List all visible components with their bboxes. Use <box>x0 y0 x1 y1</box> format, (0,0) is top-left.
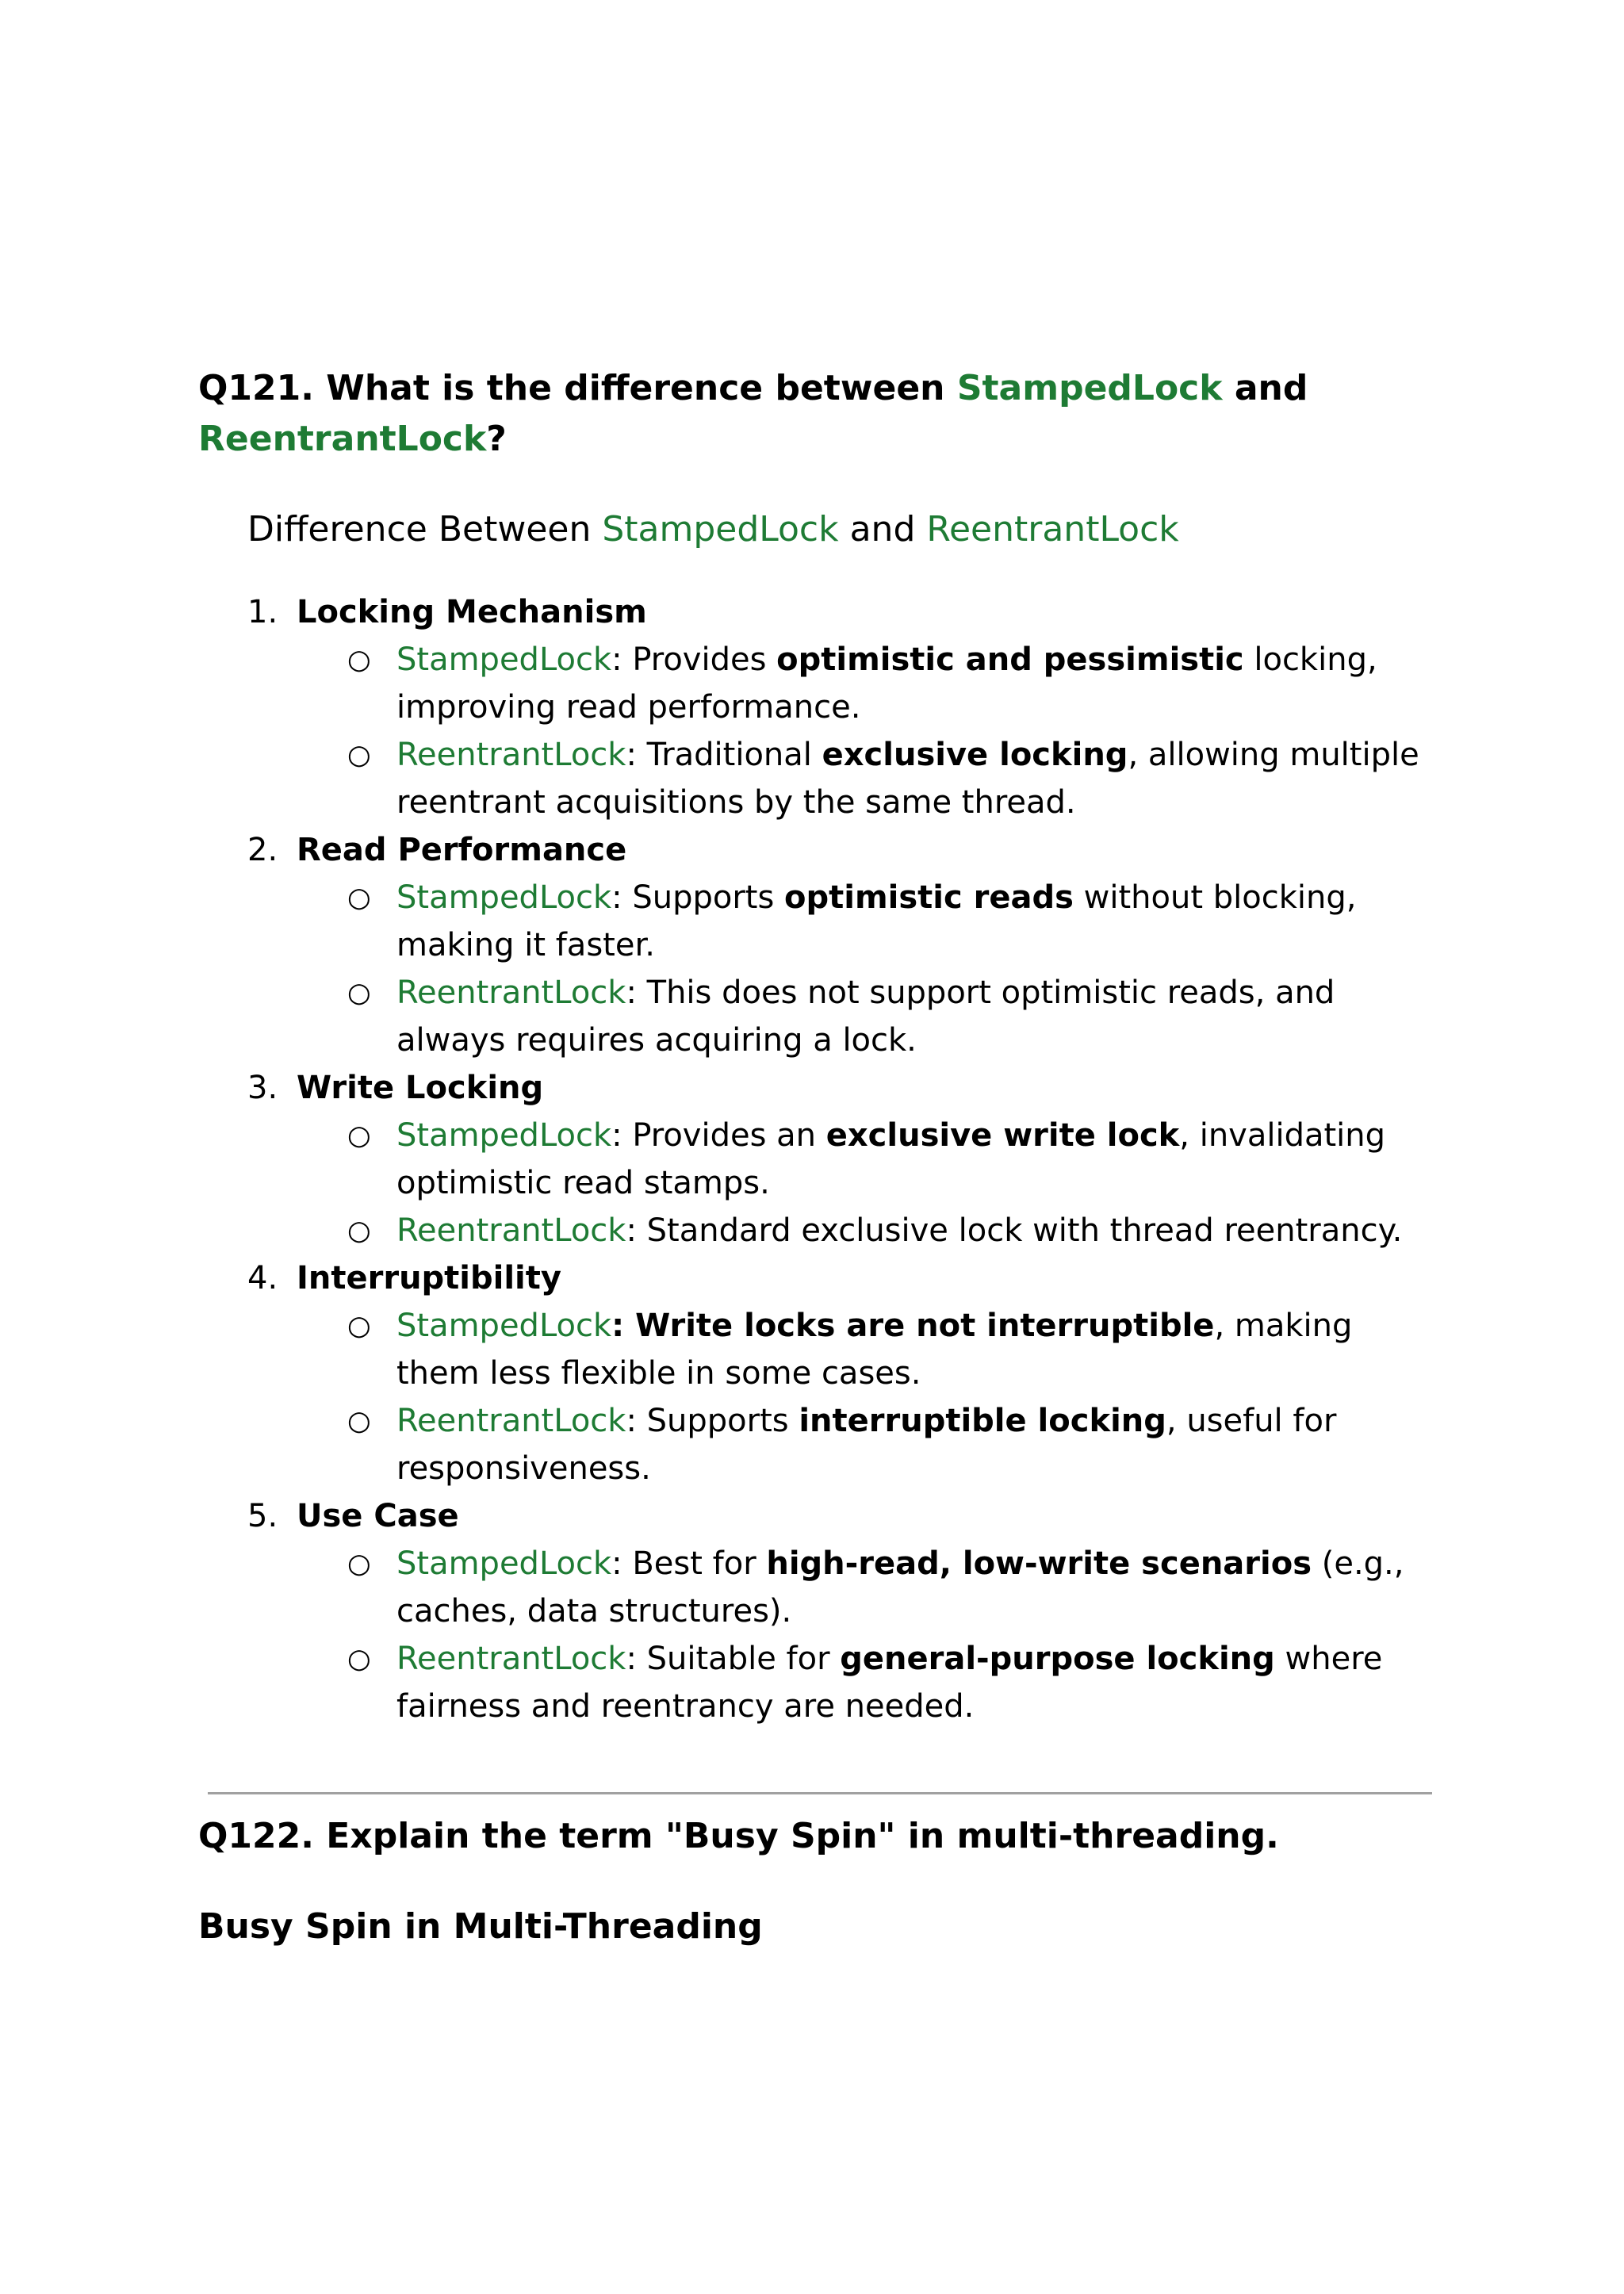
q121-term-stampedlock: StampedLock <box>956 368 1223 408</box>
list-item <box>297 1397 1437 1492</box>
point-title: Locking Mechanism <box>297 594 647 630</box>
list-item <box>297 1207 1437 1254</box>
term-stampedlock: StampedLock <box>396 879 612 916</box>
busy-spin-heading: Busy Spin in Multi-Threading <box>198 1906 763 1947</box>
bullet-text: : Provides <box>611 641 777 678</box>
bullet-circle-icon: ○ <box>347 1310 371 1342</box>
bullet-list <box>297 1540 1437 1730</box>
bullet-bold-text: optimistic reads <box>784 879 1074 916</box>
bullet-list <box>297 874 1437 1064</box>
difference-subheading <box>247 504 1179 555</box>
list-item <box>297 1302 1437 1397</box>
term-stampedlock: StampedLock <box>396 1117 612 1154</box>
bullet-text-end: , invalidating optimistic read stamps. <box>396 1117 1386 1201</box>
comparison-list <box>247 588 1437 1730</box>
bullet-bold-text: exclusive write lock <box>825 1117 1180 1154</box>
point-title: Write Locking <box>297 1070 544 1106</box>
bullet-text-end: where fairness and reentrancy are needed. <box>396 1641 1383 1725</box>
bullet-circle-icon: ○ <box>347 977 371 1009</box>
term-stampedlock: StampedLock <box>396 1545 612 1582</box>
bullet-circle-icon: ○ <box>347 1120 371 1151</box>
q121-term-reentrantlock: ReentrantLock <box>198 419 487 459</box>
bullet-text: : Suitable for <box>626 1641 841 1677</box>
point-number: 3. <box>247 1070 278 1106</box>
list-item <box>297 1635 1437 1730</box>
list-item <box>297 636 1437 731</box>
term-stampedlock: StampedLock <box>396 1308 612 1344</box>
term-reentrantlock: ReentrantLock <box>396 1641 626 1677</box>
bullet-bold-text: general-purpose locking <box>840 1641 1275 1677</box>
term-reentrantlock: ReentrantLock <box>396 1212 626 1249</box>
bullet-list <box>297 636 1437 826</box>
bullet-bold-text: exclusive locking <box>822 737 1128 773</box>
point-number: 1. <box>247 594 278 630</box>
subheading-middle: and <box>838 509 927 550</box>
point-title: Use Case <box>297 1498 459 1534</box>
bullet-text: : Supports <box>611 879 785 916</box>
q121-middle: and <box>1222 368 1308 408</box>
subheading-term-reentrantlock: ReentrantLock <box>926 509 1179 550</box>
list-item <box>297 874 1437 969</box>
subheading-prefix: Difference Between <box>247 509 603 550</box>
list-item <box>297 731 1437 826</box>
term-reentrantlock: ReentrantLock <box>396 737 626 773</box>
bullet-circle-icon: ○ <box>347 739 371 771</box>
bullet-circle-icon: ○ <box>347 1405 371 1437</box>
bullet-text-end: locking, improving read performance. <box>396 641 1377 726</box>
point-write-locking <box>247 1064 1437 1254</box>
bullet-text-end: , useful for responsiveness. <box>396 1403 1337 1487</box>
bullet-bold-text: Write locks are not interruptible <box>635 1308 1215 1344</box>
point-number: 4. <box>247 1260 278 1296</box>
bullet-list <box>297 1302 1437 1492</box>
section-divider <box>208 1792 1432 1794</box>
bullet-bold-text: high-read, low-write scenarios <box>766 1545 1312 1582</box>
bullet-text: : Provides an <box>611 1117 826 1154</box>
bullet-text: : Traditional <box>626 737 822 773</box>
bullet-text: : Supports <box>626 1403 799 1439</box>
bullet-text: : Standard exclusive lock with thread reentrancy. <box>626 1212 1403 1249</box>
bullet-bold-text: interruptible locking <box>799 1403 1166 1439</box>
subheading-term-stampedlock: StampedLock <box>602 509 839 550</box>
bullet-circle-icon: ○ <box>347 1643 371 1675</box>
term-reentrantlock: ReentrantLock <box>396 975 626 1011</box>
bullet-circle-icon: ○ <box>347 1215 371 1247</box>
q121-suffix: ? <box>486 419 507 459</box>
list-item <box>297 969 1437 1064</box>
term-reentrantlock: ReentrantLock <box>396 1403 626 1439</box>
point-title: Read Performance <box>297 832 627 868</box>
bullet-text: : This does not support optimistic reads, and always requires acquiring a lock. <box>396 975 1335 1059</box>
bullet-text: : <box>611 1308 636 1344</box>
list-item <box>297 1540 1437 1635</box>
bullet-text-end: , allowing multiple reentrant acquisitions by the same thread. <box>396 737 1419 821</box>
bullet-list <box>297 1112 1437 1254</box>
point-read-performance <box>247 826 1437 1064</box>
bullet-circle-icon: ○ <box>347 1548 371 1580</box>
question-121-heading <box>198 363 1467 465</box>
bullet-circle-icon: ○ <box>347 882 371 913</box>
bullet-text: : Best for <box>611 1545 767 1582</box>
q121-prefix: Q121. What is the difference between <box>198 368 957 408</box>
bullet-circle-icon: ○ <box>347 644 371 676</box>
point-interruptibility <box>247 1254 1437 1492</box>
point-locking-mechanism <box>247 588 1437 826</box>
bullet-text-end: (e.g., caches, data structures). <box>396 1545 1404 1630</box>
point-number: 5. <box>247 1498 278 1534</box>
point-use-case <box>247 1492 1437 1730</box>
bullet-text-end: without blocking, making it faster. <box>396 879 1357 963</box>
question-122-heading: Q122. Explain the term "Busy Spin" in multi-threading. <box>198 1816 1279 1856</box>
bullet-bold-text: optimistic and pessimistic <box>776 641 1244 678</box>
point-number: 2. <box>247 832 278 868</box>
term-stampedlock: StampedLock <box>396 641 612 678</box>
point-title: Interruptibility <box>297 1260 561 1296</box>
list-item <box>297 1112 1437 1207</box>
bullet-text-end: , making them less flexible in some cases. <box>396 1308 1353 1392</box>
